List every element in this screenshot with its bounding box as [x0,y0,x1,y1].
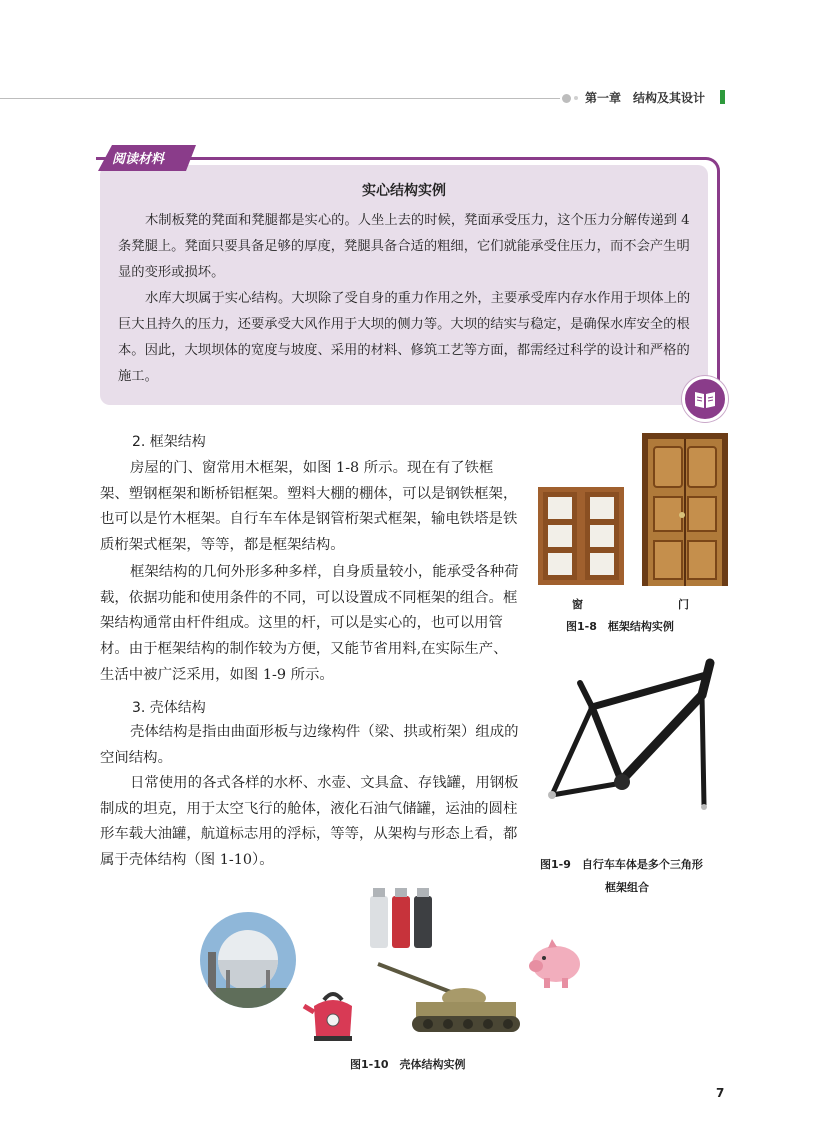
window-label: 窗 [572,598,583,611]
header-rule [0,98,560,99]
reading-title: 实心结构实例 [362,183,446,199]
section-heading-shell: 3. 壳体结构 [132,700,206,716]
header-dot-small [574,96,578,100]
tank-image [376,958,526,1038]
figure-1-9-caption-line2: 框架组合 [605,881,649,894]
kettle-image [302,984,364,1042]
figure-1-8-caption: 图1-8 框架结构实例 [566,620,674,633]
reading-paragraph-1: 木制板凳的凳面和凳腿都是实心的。人坐上去的时候，凳面承受压力，这个压力分解传递到 4 条凳腿上。凳面只要具备足够的厚度，凳腿具备合适的粗细，它们就能承受住压力，而不会产生明显的变形或损坏。 [118,213,690,280]
chapter-title: 第一章 结构及其设计 [585,91,706,105]
piggy-bank-image [524,936,586,992]
figure-1-9-caption: 图1-9 自行车车体是多个三角形 [540,858,703,871]
section-heading-frame: 2. 框架结构 [132,434,206,450]
book-icon [682,376,728,422]
figure-1-10-caption: 图1-10 壳体结构实例 [350,1058,466,1071]
gas-tank-image [200,912,296,1008]
body-paragraph: 壳体结构是指由曲面形板与边缘构件（梁、拱或桁架）组成的空间结构。 [100,724,519,766]
window-frame-image [538,487,624,585]
body-paragraph: 房屋的门、窗常用木框架，如图 1-8 所示。现在有了铁框架、塑钢框架和断桥铝框架。塑料大棚的棚体，可以是钢铁框架，也可以是竹木框架。自行车车体是钢管桁架式框架，输电铁塔是铁质桁架式框架，等等，都是框架结构。 [100,460,518,554]
header-dot [562,94,571,103]
body-paragraph: 框架结构的几何外形多种多样，自身质量较小，能承受各种荷载，依据功能和使用条件的不同，可以设置成不同框架的组合。框架结构通常由杆件组成。这里的杆，可以是实心的，也可以用管材。由于框架结构的制作较为方便，又能节省用料,在实际生产、生活中被广泛采用，如图 1-9 所示。 [100,564,519,683]
door-label: 门 [678,598,689,611]
page-number: 7 [716,1086,725,1100]
chapter-marker [720,90,725,104]
body-paragraph: 日常使用的各式各样的水杯、水壶、文具盒、存钱罐，用钢板制成的坦克，用于太空飞行的舱体，液化石油气储罐，运油的圆柱形车载大油罐，航道标志用的浮标，等等，从架构与形态上看，都属于壳体结构（图 1-10）。 [100,775,519,869]
water-bottles-image [366,886,436,950]
reading-tab-label: 阅读材料 [112,152,165,167]
door-image [642,433,728,586]
bicycle-frame-image [532,655,732,840]
reading-paragraph-2: 水库大坝属于实心结构。大坝除了受自身的重力作用之外，主要承受库内存水作用于坝体上的巨大且持久的压力，还要承受大风作用于大坝的侧力等。大坝的结实与稳定，是确保水库安全的根本。因此，大坝坝体的宽度与坡度、采用的材料、修筑工艺等方面，都需经过科学的设计和严格的施工。 [118,291,691,384]
